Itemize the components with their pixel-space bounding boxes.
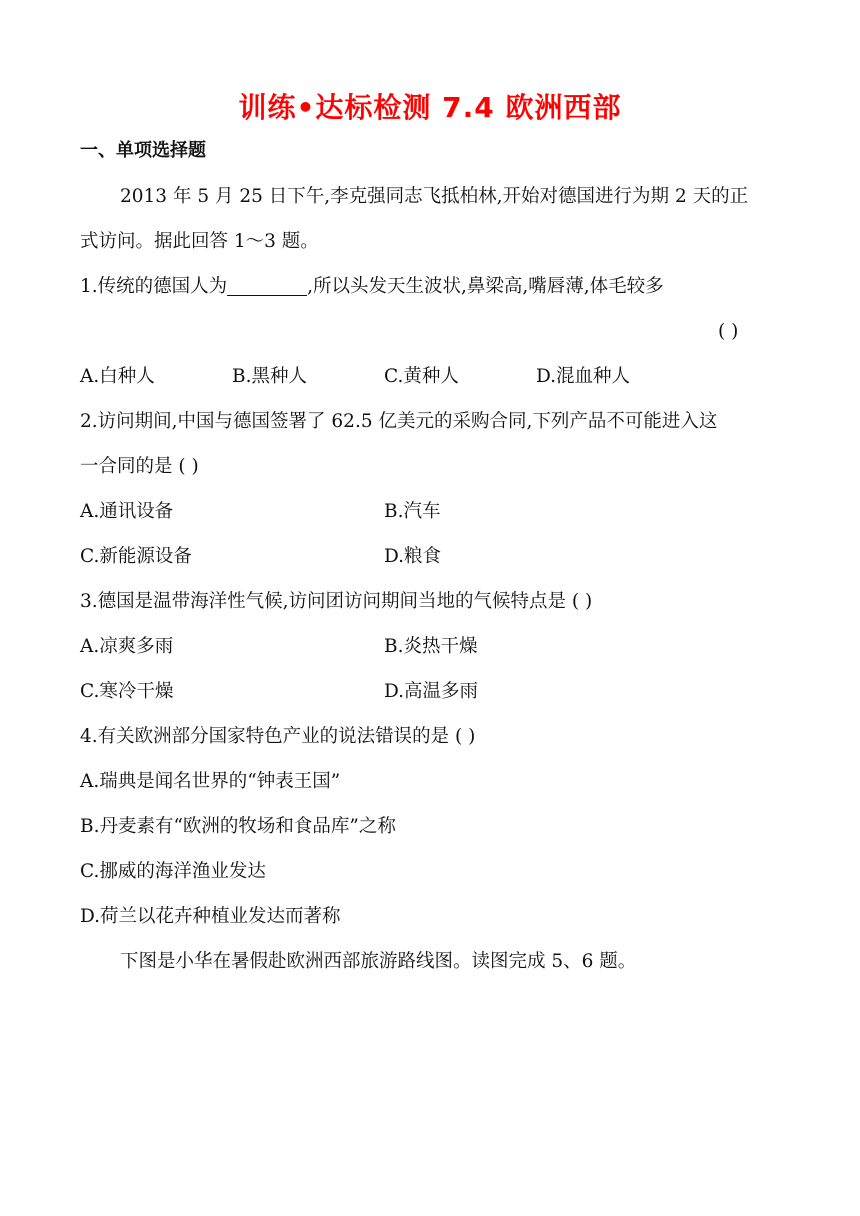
question-2-option-b: B.汽车	[384, 501, 441, 522]
question-4-option-a: A.瑞典是闻名世界的“钟表王国”	[80, 771, 341, 792]
question-1-option-b: B.黑种人	[232, 366, 307, 387]
question-1-stem-after: ,所以头发天生波状,鼻梁高,嘴唇薄,体毛较多	[307, 276, 664, 297]
question-4-stem: 4.有关欧洲部分国家特色产业的说法错误的是 ( )	[80, 726, 476, 747]
intro-line-2: 式访问。据此回答 1～3 题。	[80, 231, 319, 252]
question-2-stem-line-2: 一合同的是 ( )	[80, 456, 199, 477]
page-title: 训练•达标检测 7.4 欧洲西部	[238, 91, 622, 124]
question-3-option-d: D.高温多雨	[384, 681, 479, 702]
question-3-stem: 3.德国是温带海洋性气候,访问团访问期间当地的气候特点是 ( )	[80, 591, 593, 612]
question-4-option-b: B.丹麦素有“欧洲的牧场和食品库”之称	[80, 816, 396, 837]
question-1-option-a: A.白种人	[80, 366, 155, 387]
question-1-answer-paren: ( )	[718, 321, 739, 342]
question-3-option-a: A.凉爽多雨	[80, 636, 174, 657]
question-1-option-c: C.黄种人	[384, 366, 459, 387]
question-1-stem	[80, 274, 664, 300]
question-4-option-c: C.挪威的海洋渔业发达	[80, 861, 266, 882]
section-heading: 一、单项选择题	[80, 140, 206, 161]
question-4-option-d: D.荷兰以花卉种植业发达而著称	[80, 906, 341, 927]
map-intro-text: 下图是小华在暑假赴欧洲西部旅游路线图。读图完成 5、6 题。	[120, 951, 637, 972]
intro-line-1: 2013 年 5 月 25 日下午,李克强同志飞抵柏林,开始对德国进行为期 2 天的正	[120, 186, 749, 207]
question-2-option-a: A.通讯设备	[80, 501, 174, 522]
question-2-option-c: C.新能源设备	[80, 546, 192, 567]
question-2-option-d: D.粮食	[384, 546, 442, 567]
question-3-option-c: C.寒冷干燥	[80, 681, 174, 702]
question-1-option-d: D.混血种人	[536, 366, 631, 387]
question-1-stem-before: 1.传统的德国人为	[80, 276, 228, 297]
question-2-stem-line-1: 2.访问期间,中国与德国签署了 62.5 亿美元的采购合同,下列产品不可能进入这	[80, 411, 718, 432]
question-3-option-b: B.炎热干燥	[384, 636, 478, 657]
answer-blank	[227, 277, 307, 296]
